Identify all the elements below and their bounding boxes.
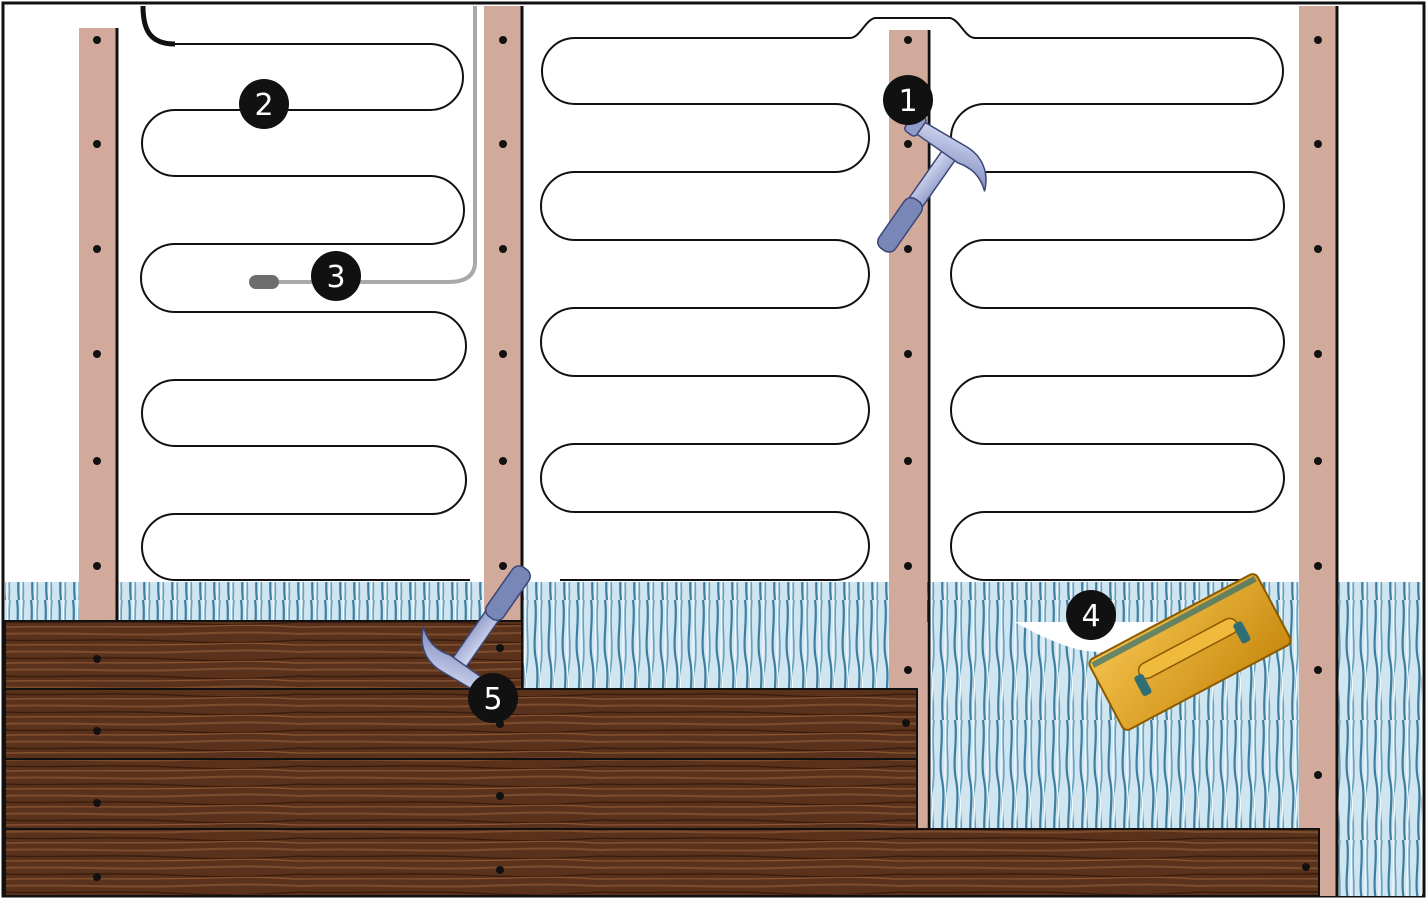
marker-2: [239, 79, 289, 129]
marker-3-label: 3: [326, 260, 346, 295]
marker-5-label: 5: [483, 682, 503, 717]
stud-2: [484, 6, 522, 624]
stud-1: [79, 28, 117, 624]
wood-board-3: [5, 759, 917, 829]
wood-board-2: [5, 689, 917, 759]
wood-board-4: [5, 829, 1319, 896]
stud-4: [1299, 6, 1337, 896]
sensor-probe: [249, 275, 279, 289]
marker-4: [1066, 590, 1116, 640]
marker-4-label: 4: [1081, 599, 1101, 634]
marker-1-label: 1: [898, 84, 918, 119]
marker-3: [311, 251, 361, 301]
marker-2-label: 2: [254, 88, 274, 123]
marker-5: [468, 673, 518, 723]
marker-1: [883, 75, 933, 125]
